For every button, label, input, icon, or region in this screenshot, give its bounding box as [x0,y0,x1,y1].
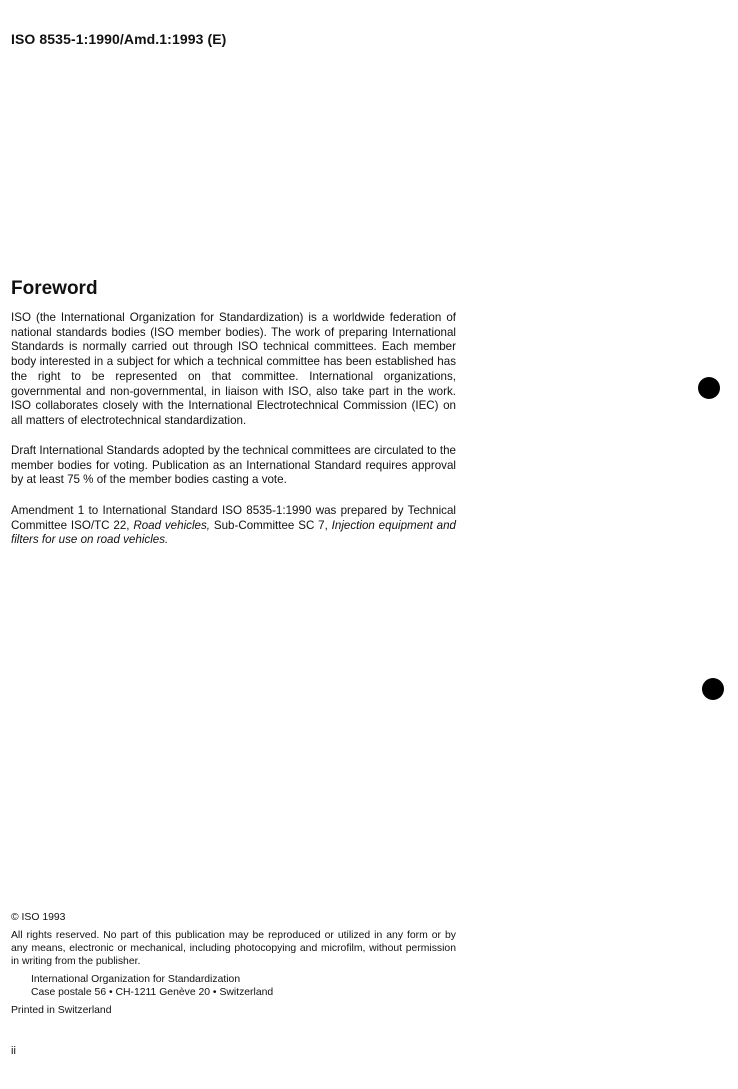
document-header: ISO 8535-1:1990/Amd.1:1993 (E) [11,31,227,47]
org-name: International Organization for Standardization [31,974,241,985]
copyright-notice: © ISO 1993 [11,912,66,923]
foreword-paragraph-1: ISO (the International Organization for Standardization) is a worldwide federation of national standards bodies (ISO member bodies). The work of preparing International Standards is normally carried out through ISO technical committees. Each member body interested in a subject for which a technical committee has been established has the right to be represented on that committee. International organizations, governmental and non-governmental, in liaison with ISO, also take part in the work. ISO collaborates closely with the International Electrotechnical Commission (IEC) on all matters of electrotechnical standardization. [11,311,456,427]
page-number: ii [11,1045,16,1057]
printed-in: Printed in Switzerland [11,1005,112,1016]
foreword-paragraph-2: Draft International Standards adopted by the technical committees are circulated to the member bodies for voting. Publication as an International Standard requires approval by at least 75 % of the member bodies casting a vote. [11,444,456,487]
punch-hole-mark [698,377,720,399]
foreword-title: Foreword [11,278,98,299]
rights-statement: All rights reserved. No part of this publication may be reproduced or utilized in any form or by any means, electronic or mechanical, including photocopying and microfilm, without permission in writing from the publisher. [11,930,456,968]
org-address: Case postale 56 • CH-1211 Genève 20 • Switzerland [31,987,274,999]
publisher-address [31,973,476,999]
paragraph-3-road-vehicles: Road vehicles, [133,518,210,532]
punch-hole-mark [702,678,724,700]
paragraph-3-subcommittee-title: Injection equipment and filters for use on road vehicles. [11,518,456,547]
paragraph-3-text-b: Sub-Committee SC 7, [210,518,332,532]
paragraph-3-text-a: Amendment 1 to International Standard ISO 8535-1:1990 was prepared by Technical Committee ISO/TC 22, [11,504,456,532]
foreword-paragraph-3 [11,504,456,548]
